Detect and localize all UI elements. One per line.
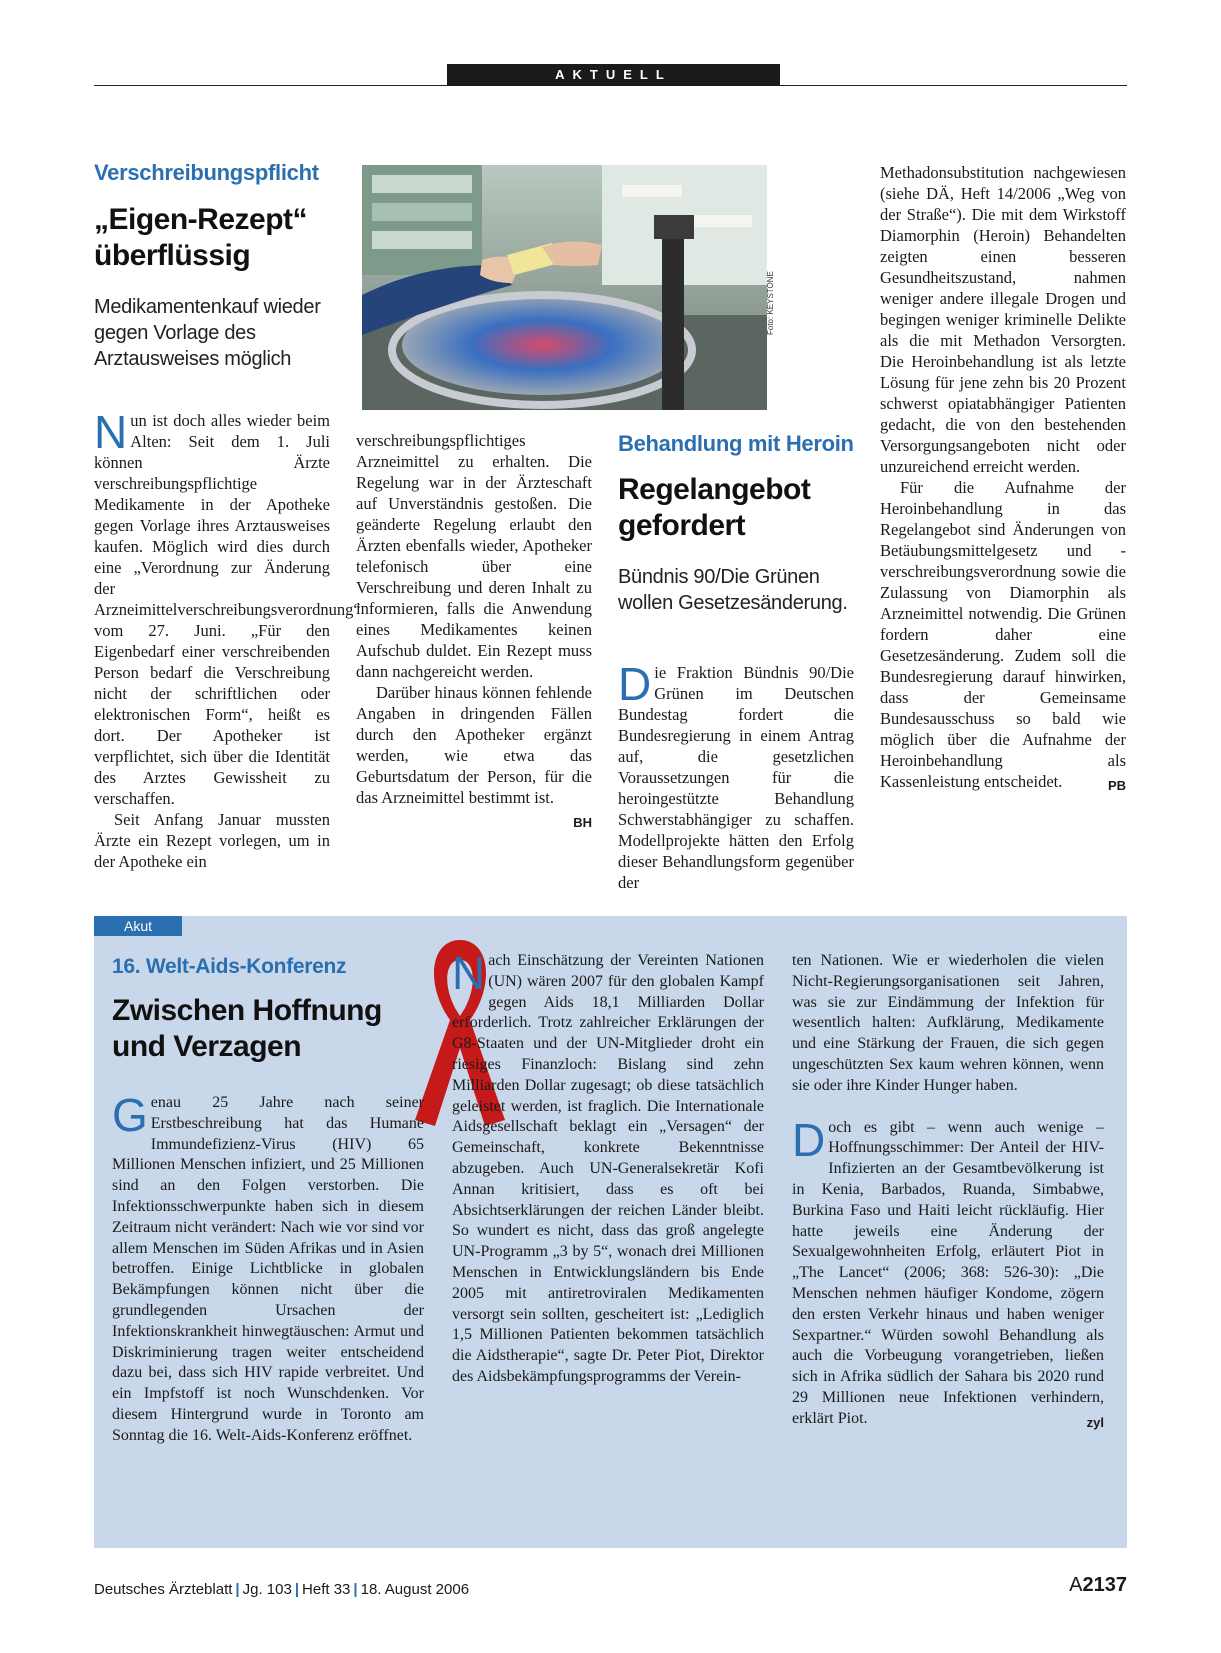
box-column-2 (452, 947, 764, 1388)
issue-date: 18. August 2006 (360, 1581, 470, 1598)
section-tag: AKTUELL (447, 64, 780, 86)
journal-name: Deutsches Ärzteblatt (94, 1581, 233, 1598)
article1-kicker: Verschreibungspflicht (94, 160, 319, 185)
box-paragraph: ten Nationen. Wie er wiederholen die vielen Nicht-Regierungsorganisationen seit Jahren, was sie zur Eindämmung der Infektion für wesentlich halten: Aufklärung, Medikamente und eine Stärkung der Frauen, die sich gegen ungeschützten Sex kaum wehren können, wenn sie oder ihre Kinder Hunger haben. (792, 952, 1104, 1094)
article2-deck: Bündnis 90/Die Grünen wollen Gesetzesänderung. (618, 566, 848, 614)
article1-column-2 (356, 430, 592, 833)
article1-paragraph: verschreibungspflichtiges Arzneimittel zu erhalten. Die Regelung war in der Ärzteschaft auf Unverständnis gestoßen. Die geänderte Regelung erlaubt den Ärzten ebenfalls wieder, Apotheker telefonisch über eine Verschreibung und deren Inhalt zu informieren, falls die Anwendung eines Medikamentes keinen Aufschub duldet. Ein Rezept muss dann nachgereicht werden. (356, 431, 592, 681)
article2-paragraph: Für die Aufnahme der Heroinbehandlung in das Regelangebot sind Änderungen von Betäubungsmittelgesetz und -verschreibungsverordnung sowie die Zulassung von Diamorphin als Arzneimittel notwendig. Die Grünen fordern daher eine Gesetzesänderung. Zudem soll die Bundesregierung darauf hinwirken, dass der Gemeinsame Bundesausschuss so bald wie möglich über die Aufnahme der Heroinbehandlung als Kassenleistung entscheidet. (880, 478, 1126, 791)
box-signature: zyl (1086, 1414, 1104, 1430)
box-paragraph: ach Einschätzung der Vereinten Nationen (UN) wären 2007 für den globalen Kampf gegen Aids 18,1 Milliarden Dollar erforderlich. Trotz zahlreicher Erklärungen der G8-Staaten und der UN-Mitglieder droht ein riesiges Finanzloch: Bislang sind zehn Milliarden Dollar zugesagt; ob diese tatsächlich geleistet werden, ist fraglich. Die Internationale Aidsgesellschaft beklagt ein „Versagen“ der Gemeinschaft, konkrete Bekenntnisse abzugeben. Auch UN-Generalsekretär Kofi Annan kritisiert, dass es oft bei Absichtserklärungen der reichen Länder bleibt. So wundert es nicht, dass das groß angelegte UN-Programm „3 by 5“, wonach drei Millionen Menschen in Entwicklungsländern bis Ende 2005 mit antiretroviralen Medikamenten versorgt sein sollten, gescheitert ist: „Lediglich 1,5 Millionen Patienten bekommen tatsächlich die Aidstherapie“, sagte Dr. Peter Piot, Direktor des Aidsbekämpfungsprogramms der Verein- (452, 952, 764, 1385)
box-column-3 (792, 951, 1104, 1434)
box-paragraph: och es gibt – wenn auch wenige – Hoffnungsschimmer: Der Anteil der HIV-Infizierten an der Gesamtbevölkerung ist in Kenia, Barbados, Ruanda, Simbabwe, Burkina Faso und Haiti leicht rückläufig. Hier hatte jeweils eine Änderung der Sexualgewohnheiten Erfolg, erläutert Piot in „The Lancet“ (2006; 368: 526-30): „Die Menschen nehmen häufiger Kondome, zögern den ersten Verkehr hinaus und haben weniger Sexpartner.“ Würden sowohl Behandlung als auch die Vorbeugung vorangetrieben, ließen sich in Afrika südlich der Sahara bis 2020 rund 29 Millionen neue Infektionen verhindern, erklärt Piot. (792, 1118, 1104, 1427)
article2-column-1 (618, 658, 854, 893)
page-number-value: 2137 (1082, 1574, 1127, 1596)
box-paragraph: enau 25 Jahre nach seiner Erstbeschreibung hat das Humane Immundefizienz-Virus (HIV) 65 Millionen Menschen infiziert, und 25 Millionen sind an den Folgen verstorben. Die Infektionsschwerpunkte haben sich in diesem Zeitraum nicht verändert: Nach wie vor sind vor allem Menschen im Süden Afrikas und in Asien betroffen. Einige Lichtblicke in globalen Bekämpfungen können nicht über die grundlegenden Ursachen der Infektionskrankheit hinwegtäuschen: Armut und Diskriminierung tragen weiter entscheidend dazu bei, dass sich HIV rapide verbreitet. Und ein Impfstoff ist noch Wunschdenken. Vor diesem Hintergrund wurde in Toronto am Sonntag die 16. Welt-Aids-Konferenz eröffnet. (112, 1094, 424, 1444)
article2-kicker: Behandlung mit Heroin (618, 431, 854, 456)
article1-deck: Medikamentenkauf wieder gegen Vorlage des Arztausweises möglich (94, 296, 321, 370)
article2-headline: Regelangebot gefordert (618, 473, 811, 542)
dropcap: G (112, 1089, 148, 1141)
article1-paragraph: Seit Anfang Januar mussten Ärzte ein Rezept vorlegen, um in der Apotheke ein (94, 810, 330, 871)
article2-column-2 (880, 162, 1126, 796)
box-column-1 (112, 1089, 424, 1447)
article1-signature: BH (573, 815, 592, 830)
article1-column-1 (94, 406, 361, 872)
article2-paragraph: Methadonsubstitution nachgewiesen (siehe DÄ, Heft 14/2006 „Weg von der Straße“). Die mit dem Wirkstoff Diamorphin (Heroin) Behandelten zeigten einen besseren Gesundheitszustand, nahmen weniger andere illegale Drogen und begingen weniger kriminelle Delikte als die mit Methadon Versorgten. Die Heroinbehandlung ist als letzte Lösung für jene zehn bis 20 Prozent schwerst opiatabhängiger Patienten gedacht, die von den bestehenden Versorgungsangeboten nicht oder unzureichend erreicht werden. (880, 163, 1126, 476)
dropcap: D (792, 1113, 826, 1166)
page-prefix: A (1069, 1574, 1083, 1596)
pharmacy-photo (362, 165, 767, 410)
dropcap: D (618, 658, 652, 710)
page-number (1069, 1574, 1127, 1597)
dropcap: N (94, 406, 128, 458)
article1-paragraph: un ist doch alles wieder beim Alten: Seit dem 1. Juli können Ärzte verschreibungspflichtige Medikamente in der Apotheke gegen Vorlage ihres Arztausweises kaufen. Möglich wird dies durch eine „Verordnung zur Änderung der Arzneimittelverschreibungsverordnung“ vom 27. Juni. „Für den Eigenbedarf einer verschreibenden Person bedarf die Verschreibung nicht der schriftlichen oder elektronischen Form“, heißt es dort. Der Apotheker ist verpflichtet, sich über die Identität des Arztes Gewissheit zu verschaffen. (94, 411, 361, 808)
photo-credit: Foto: KEYSTONE (766, 271, 775, 335)
akut-label: Akut (94, 916, 182, 936)
article1-headline: „Eigen-Rezept“ überflüssig (94, 203, 308, 272)
article1-paragraph: Darüber hinaus können fehlende Angaben in dringenden Fällen durch den Apotheker ergänzt werden, wie etwa das Geburtsdatum der Person, für die das Arzneimittel bestimmt ist. (356, 683, 592, 807)
dropcap: N (452, 947, 486, 999)
volume: Jg. 103 (242, 1581, 292, 1598)
box-headline: Zwischen Hoffnung und Verzagen (112, 994, 382, 1063)
footer-citation: Deutsches Ärzteblatt | Jg. 103 | Heft 33 | 18. August 2006 (94, 1581, 470, 1598)
article2-signature: PB (1107, 778, 1126, 793)
article2-paragraph: ie Fraktion Bündnis 90/Die Grünen im Deutschen Bundestag fordert die Bundesregierung in einem Antrag auf, die gesetzlichen Voraussetzungen für die heroingestützte Behandlung Schwerstabhängiger zu schaffen. Modellprojekte hätten den Erfolg dieser Behandlungsform gegenüber der (618, 663, 854, 892)
box-kicker: 16. Welt-Aids-Konferenz (112, 955, 347, 978)
issue: Heft 33 (302, 1581, 351, 1598)
